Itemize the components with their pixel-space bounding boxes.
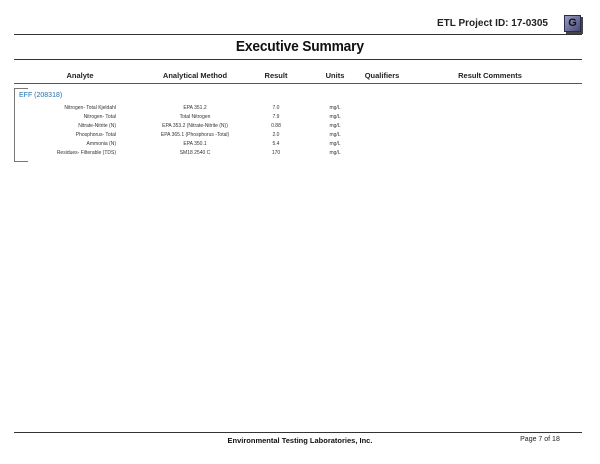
column-header-qualifiers: Qualifiers (364, 71, 400, 80)
units-cell: mg/L (329, 114, 341, 120)
column-header-method: Analytical Method (162, 71, 228, 80)
result-cell: 5.4 (272, 141, 280, 147)
method-cell: EPA 351.2 (183, 105, 207, 111)
lab-logo-icon: G (564, 15, 581, 32)
method-cell: EPA 350.1 (183, 141, 207, 147)
analyte-cell: Nitrogen- Total (83, 114, 116, 120)
footer-lab-name: Environmental Testing Laboratories, Inc. (227, 436, 373, 445)
analyte-cell: Nitrate-Nitrite (N) (78, 123, 116, 129)
project-id-label: ETL Project ID: 17-0305 (437, 18, 548, 29)
result-cell: 7.9 (272, 114, 280, 120)
column-header-units: Units (325, 71, 345, 80)
analyte-cell: Phosphorus- Total (75, 132, 116, 138)
page-number: Page 7 of 18 (520, 436, 560, 443)
table-row (0, 150, 600, 159)
column-header-comments: Result Comments (458, 71, 522, 80)
method-cell: EPA 365.1 (Phosphorus -Total) (160, 132, 230, 138)
method-cell: EPA 353.2 (Nitrate-Nitrite (N)) (162, 123, 228, 129)
column-header-divider (14, 83, 582, 84)
table-row (0, 141, 600, 150)
column-header-analyte: Analyte (66, 71, 94, 80)
analyte-cell: Residues- Filterable (TDS) (56, 150, 116, 156)
analyte-cell: Nitrogen- Total Kjeldahl (64, 105, 116, 111)
method-cell: SM18 2540 C (179, 150, 211, 156)
analyte-cell: Ammonia (N) (86, 141, 116, 147)
units-cell: mg/L (329, 132, 341, 138)
table-row (0, 105, 600, 114)
table-row (0, 123, 600, 132)
header-divider (14, 34, 582, 35)
units-cell: mg/L (329, 105, 341, 111)
result-cell: 170 (271, 150, 281, 156)
title-divider (14, 59, 582, 60)
result-cell: 0.88 (271, 123, 281, 129)
sample-group-label: EFF (208318) (19, 92, 63, 99)
footer-divider (14, 432, 582, 433)
page-title: Executive Summary (235, 38, 364, 55)
column-header-result: Result (264, 71, 288, 80)
table-row (0, 132, 600, 141)
units-cell: mg/L (329, 141, 341, 147)
method-cell: Total Nitrogen (179, 114, 211, 120)
table-row (0, 114, 600, 123)
result-cell: 7.0 (272, 105, 280, 111)
units-cell: mg/L (329, 150, 341, 156)
result-cell: 2.0 (272, 132, 280, 138)
units-cell: mg/L (329, 123, 341, 129)
